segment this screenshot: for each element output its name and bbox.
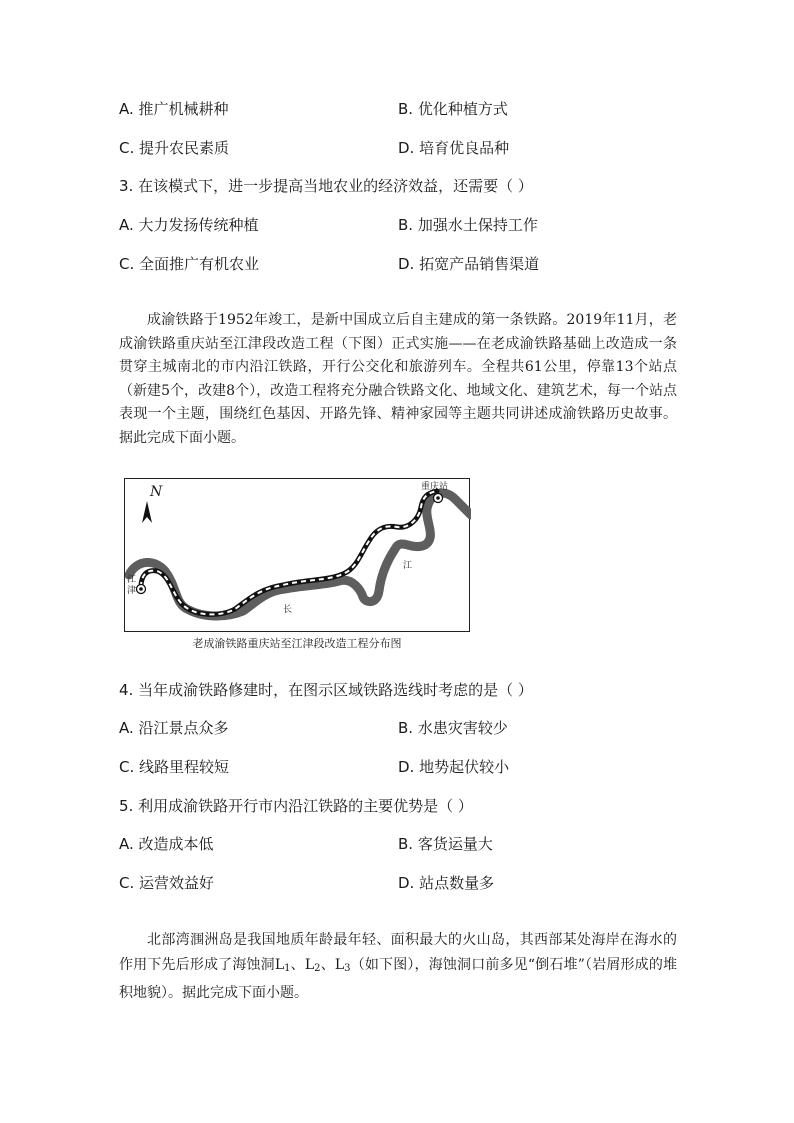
q5-option-b: B. 客货运量大 [398,835,493,853]
q4-option-c: C. 线路里程较短 [119,758,230,776]
q3-option-a: A. 大力发扬传统种植 [119,216,259,234]
map-drawing [125,479,471,633]
chongqing-station-label: 重庆站 [421,482,449,492]
map-caption: 老成渝铁路重庆站至江津段改造工程分布图 [192,637,402,650]
passage2-sub2: 2 [314,963,321,974]
passage2-sub1: 1 [284,963,291,974]
q2-option-d: D. 培育优良品种 [398,139,510,157]
q3-stem: 3. 在该模式下，进一步提高当地农业的经济效益，还需要（ ） [119,177,533,195]
passage2-part1: 北部湾涠洲岛是我国地质年龄最年轻、面积最大的火山岛，其西部某处海岸在海水的作用下先后形成了海蚀洞L [119,932,677,973]
river-label-chang: 长 [283,605,293,615]
q4-option-d: D. 地势起伏较小 [398,758,510,776]
q4-option-a: A. 沿江景点众多 [119,719,229,737]
passage2-sep2: 、L [320,957,345,973]
q5-option-a: A. 改造成本低 [119,835,214,853]
q3-option-c: C. 全面推广有机农业 [119,255,260,273]
jiangjin-station-label: 江津 [127,575,137,596]
q2-option-b: B. 优化种植方式 [398,100,508,118]
passage2-sub3: 3 [344,963,351,974]
north-label: N [150,484,163,500]
q5-stem: 5. 利用成渝铁路开行市内沿江铁路的主要优势是（ ） [119,797,473,815]
q5-option-c: C. 运营效益好 [119,874,215,892]
q3-option-d: D. 拓宽产品销售渠道 [398,255,540,273]
railway-map [124,478,470,632]
q5-option-d: D. 站点数量多 [398,874,495,892]
q3-option-b: B. 加强水土保持工作 [398,216,538,234]
river-label-jiang: 江 [403,561,413,571]
passage-weizhou-island [119,928,677,1006]
q2-option-a: A. 推广机械耕种 [119,100,229,118]
passage2-part2: （如下图），海蚀洞口前多见“倒石堆”（岩屑形成的堆积地貌）。据此完成下面小题。 [119,957,678,1001]
q4-stem: 4. 当年成渝铁路修建时，在图示区域铁路选线时考虑的是（ ） [119,681,533,699]
passage2-sep1: 、L [290,957,315,973]
q2-option-c: C. 提升农民素质 [119,139,230,157]
q4-option-b: B. 水患灾害较少 [398,719,508,737]
north-arrow-icon [142,501,152,523]
passage-chengyu-railway: 成渝铁路于1952年竣工，是新中国成立后自主建成的第一条铁路。2019年11月，老成渝铁路重庆站至江津段改造工程（下图）正式实施——在老成渝铁路基础上改造成一条贯穿主城南北的市内沿江铁路，开行公交化和旅游列车。全程共61公里，停靠13个站点（新建5个，改建8个），改造工程将充分融合铁路文化、地域文化、建筑艺术，每一个站点表现一个主题，围绕红色基因、开路先锋、精神家园等主题共同讲述成渝铁路历史故事。据此完成下面小题。 [119,312,677,446]
